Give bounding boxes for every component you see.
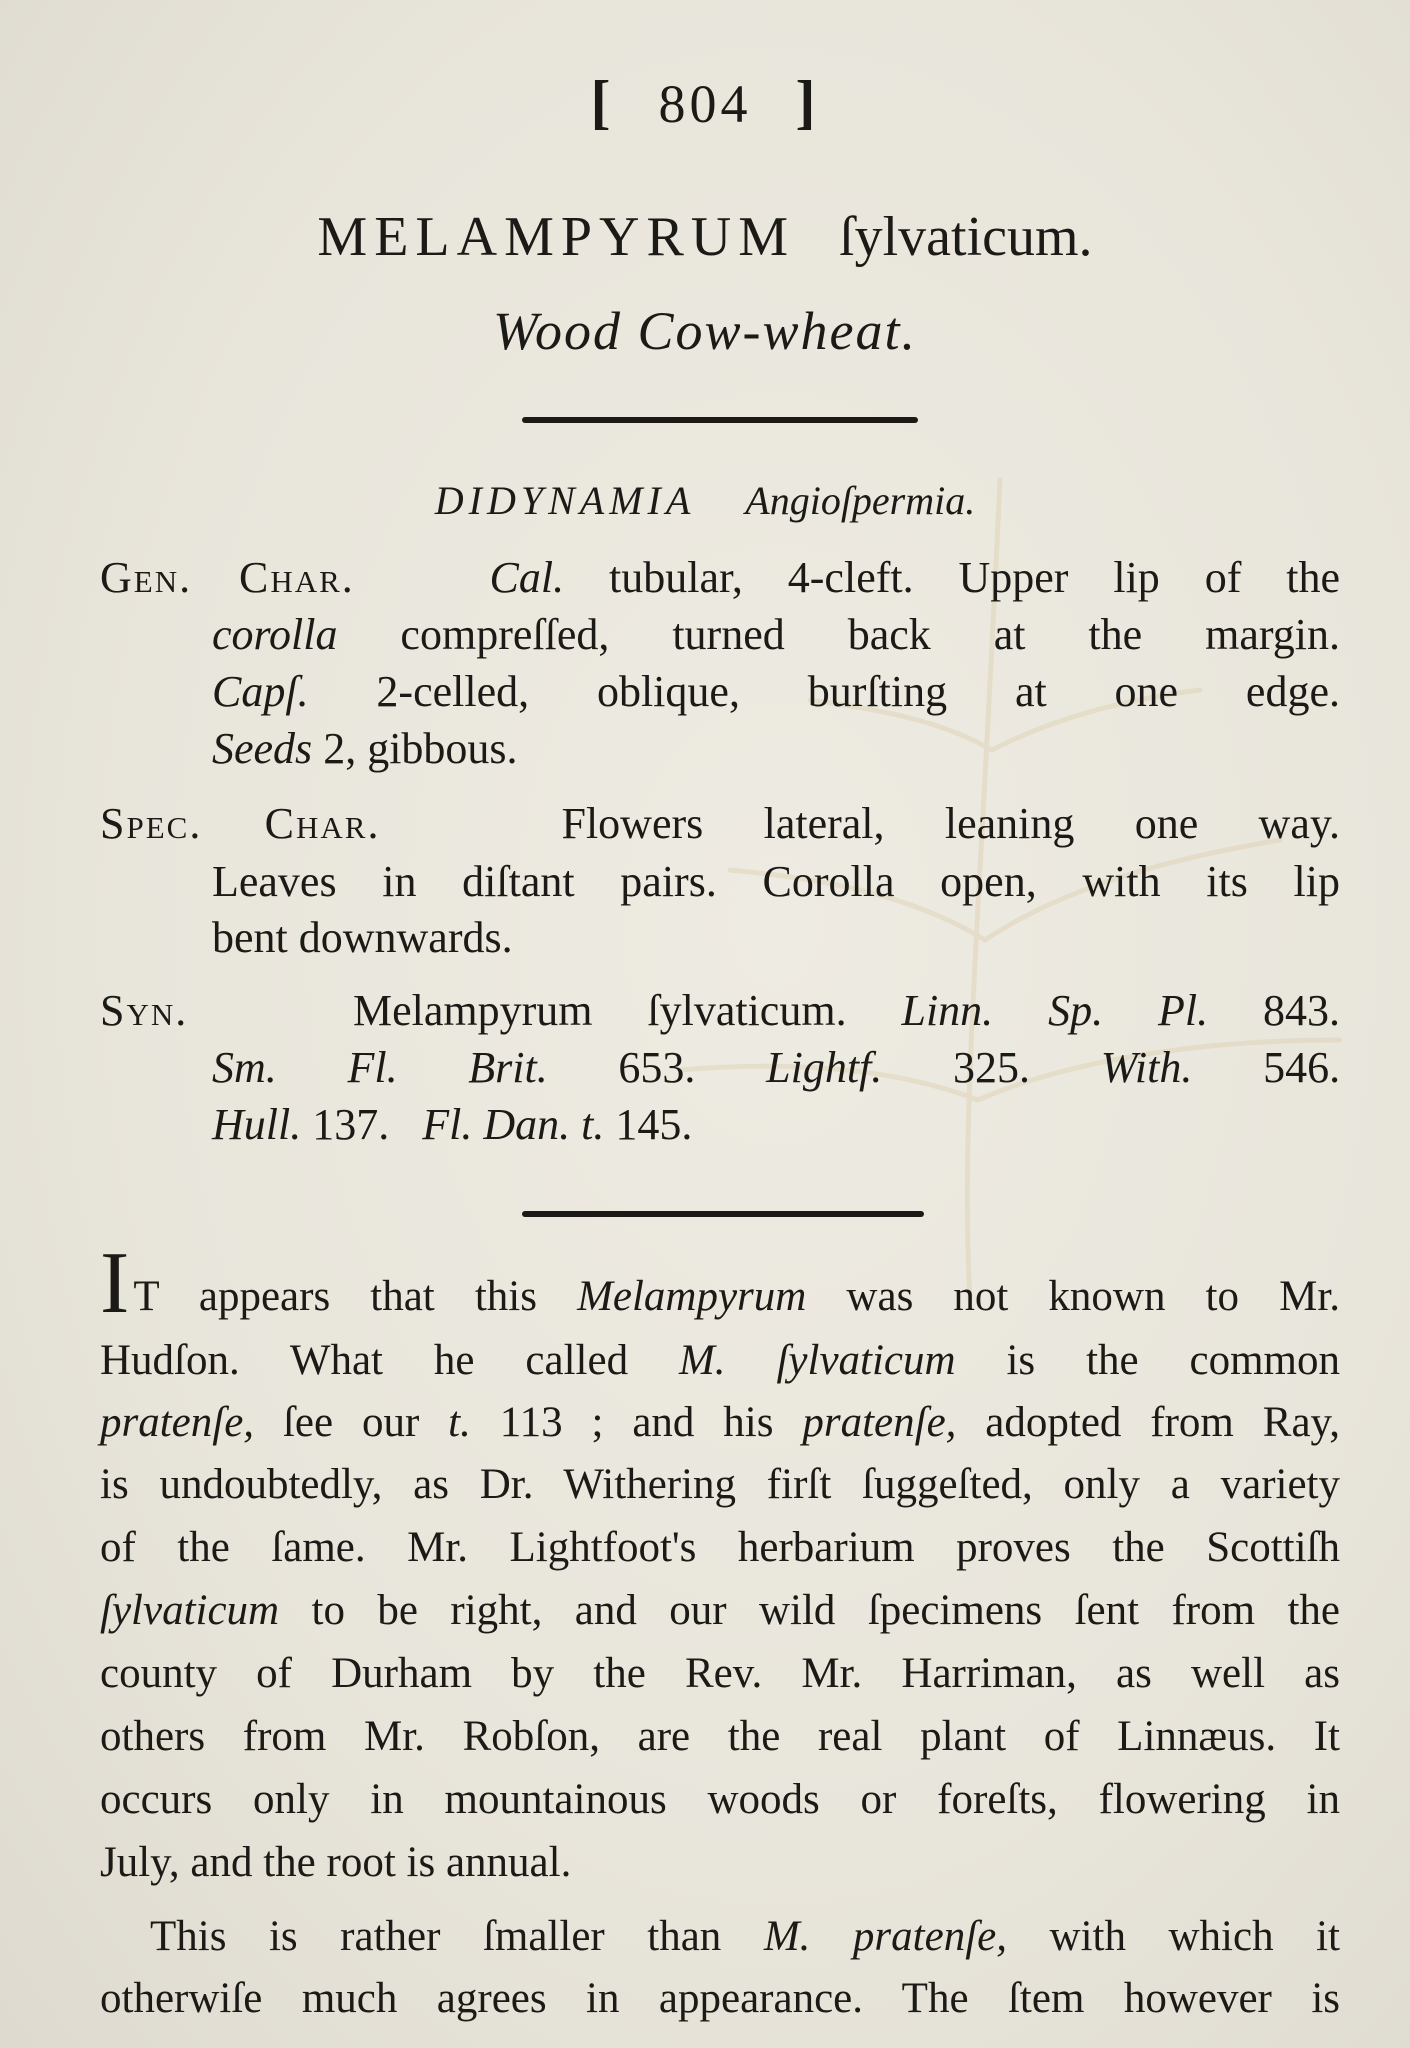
divider-rule-top: [522, 417, 918, 423]
body-line-7: county of Durham by the Rev. Mr. Harriman, as well as: [100, 1650, 1340, 1697]
gen-char-line-1: [100, 552, 1340, 603]
gen-char-text: compreſſed, turned back at the margin.: [337, 610, 1340, 659]
syn-num: 546.: [1192, 1043, 1341, 1092]
page-number: 804: [658, 74, 752, 134]
term-corolla: corolla: [212, 610, 338, 659]
italic-run: t.: [448, 1399, 471, 1446]
divider-rule-bottom: [522, 1211, 924, 1217]
order-name: Angioſpermia.: [745, 478, 976, 523]
gen-char-label: Gen. Char.: [100, 553, 355, 602]
class-name: DIDYNAMIA: [434, 478, 696, 523]
gen-char-text: 2-celled, oblique, burſting at one edge.: [308, 667, 1340, 716]
syn-ref: Fl. Dan. t.: [422, 1100, 605, 1149]
body-line-2: [100, 1336, 1340, 1385]
spec-char-line-3: bent downwards.: [212, 913, 513, 962]
syn-line-3: [212, 1099, 1340, 1150]
syn-label: Syn.: [100, 986, 189, 1035]
syn-num: 145.: [604, 1100, 693, 1149]
bracket-close: ]: [795, 69, 820, 135]
term-caps: Capſ.: [212, 667, 309, 716]
species-epithet: ſylvaticum.: [839, 206, 1093, 268]
syn-ref: Linn. Sp. Pl.: [901, 986, 1209, 1035]
gen-char-text: tubular, 4-cleft. Upper lip of the: [564, 553, 1341, 602]
spec-char-line-1: [100, 798, 1340, 849]
text-run: ſee our: [254, 1399, 449, 1446]
spec-char-line-2: Leaves in diſtant pairs. Corolla open, with its lip: [212, 857, 1340, 906]
body-p2-line-2: otherwiſe much agrees in appearance. The ſtem however is: [100, 1975, 1340, 2022]
text-run: adopted from Ray,: [956, 1399, 1340, 1446]
syn-num: 653.: [547, 1043, 696, 1092]
syn-line-2: [212, 1042, 1340, 1093]
italic-run: M. pratenſe,: [763, 1913, 1007, 1960]
syn-num: 137.: [301, 1100, 390, 1149]
text-run: Hudſon. What he called: [100, 1337, 679, 1384]
italic-run: pratenſe,: [802, 1399, 957, 1446]
syn-ref: Lightf.: [766, 1043, 883, 1092]
syn-name: Melampyrum ſylvaticum.: [352, 986, 847, 1035]
common-name: Wood Cow-wheat.: [492, 301, 918, 361]
text-run: is the common: [955, 1337, 1340, 1384]
text-run: 113 ; and his: [470, 1399, 803, 1446]
body-line-6: [100, 1586, 1340, 1635]
bracket-open: [: [590, 69, 615, 135]
body-line-1: [100, 1235, 1341, 1332]
italic-run: Melampyrum: [577, 1273, 807, 1320]
syn-ref: With.: [1100, 1043, 1193, 1092]
body-p2-line-1: [150, 1912, 1340, 1961]
text-run: T appears that this: [133, 1273, 578, 1320]
body-line-10: July, and the root is annual.: [100, 1839, 572, 1886]
gen-char-line-2: [212, 609, 1340, 660]
syn-ref: Sm. Fl. Brit.: [212, 1043, 548, 1092]
body-line-8: others from Mr. Robſon, are the real plant of Linnæus. It: [100, 1713, 1340, 1760]
italic-run: M. ſylvaticum: [678, 1337, 956, 1384]
italic-run: ſylvaticum: [100, 1587, 280, 1634]
syn-num: 325.: [882, 1043, 1030, 1092]
italic-run: pratenſe,: [100, 1399, 255, 1446]
body-line-9: occurs only in mountainous woods or foreſts, flowering in: [100, 1776, 1340, 1823]
syn-line-1: [100, 985, 1340, 1036]
term-seeds: Seeds: [212, 724, 313, 773]
body-line-5: of the ſame. Mr. Lightfoot's herbarium proves the Scottiſh: [100, 1524, 1340, 1571]
linnaean-classification: [0, 477, 1410, 524]
gen-char-line-4: [212, 723, 1340, 774]
gen-char-text: 2, gibbous.: [312, 724, 518, 773]
syn-ref: Hull.: [212, 1100, 302, 1149]
page-number-header: [0, 68, 1410, 137]
gen-char-line-3: [212, 666, 1340, 717]
spec-char-text: Flowers lateral, leaning one way.: [561, 799, 1341, 848]
genus-name: MELAMPYRUM: [317, 206, 796, 268]
body-line-3: [100, 1398, 1340, 1447]
text-run: was not known to Mr.: [806, 1273, 1341, 1320]
text-run: with which it: [1006, 1913, 1340, 1960]
drop-cap: I: [100, 1235, 130, 1332]
text-run: This is rather ſmaller than: [150, 1913, 764, 1960]
term-cal: Cal.: [489, 553, 565, 602]
syn-num: 843.: [1208, 986, 1340, 1035]
body-line-4: is undoubtedly, as Dr. Withering firſt ſuggeſted, only a variety: [100, 1461, 1340, 1508]
text-run: to be right, and our wild ſpecimens ſent from the: [279, 1587, 1340, 1634]
spec-char-label: Spec. Char.: [100, 799, 381, 848]
species-title: [0, 205, 1410, 269]
